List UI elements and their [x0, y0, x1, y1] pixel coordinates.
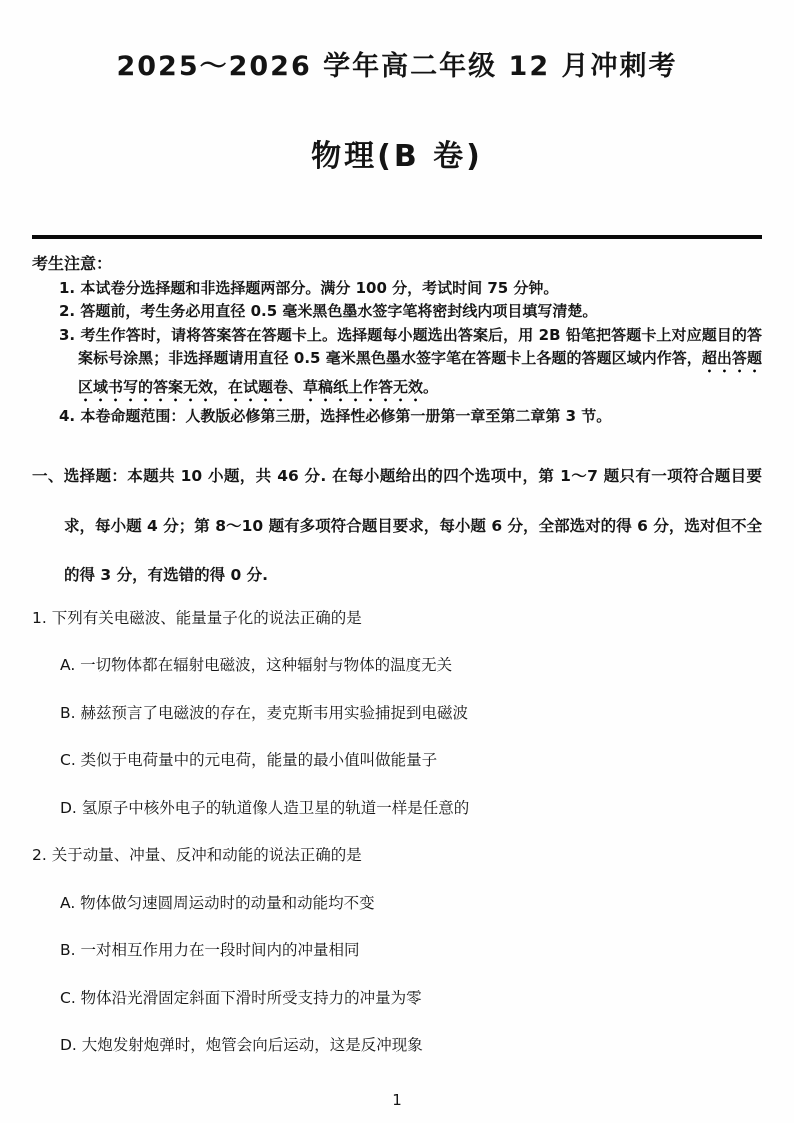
question-2-option-c: C. 物体沿光滑固定斜面下滑时所受支持力的冲量为零 — [60, 988, 422, 1007]
question-1-option-c: C. 类似于电荷量中的元电荷，能量的最小值叫做能量子 — [60, 751, 438, 770]
notice-item-1-text: 1. 本试卷分选择题和非选择题两部分。满分 100 分，考试时间 75 分钟。 — [59, 279, 559, 297]
question-1-option-b: B. 赫兹预言了电磁波的存在，麦克斯韦用实验捕捉到电磁波 — [60, 703, 468, 722]
question-2-option-d: D. 大炮发射炮弹时，炮管会向后运动，这是反冲现象 — [60, 1036, 423, 1054]
question-2-option-a: A. 物体做匀速圆周运动时的动量和动能均不变 — [60, 893, 375, 912]
divider-rule — [32, 235, 762, 239]
question-2-option-b: B. 一对相互作用力在一段时间内的冲量相同 — [60, 941, 360, 960]
notice-item-2 — [59, 300, 762, 323]
exam-subtitle: 物理(B 卷) — [311, 139, 483, 174]
question-1-option-a: A. 一切物体都在辐射电磁波，这种辐射与物体的温度无关 — [60, 656, 453, 675]
question-1-option-d: D. 氢原子中核外电子的轨道像人造卫星的轨道一样是任意的 — [60, 798, 470, 817]
exam-title: 2025～2026 学年高二年级 12 月冲刺考 — [116, 51, 678, 82]
notice-item-2-text: 2. 答题前，考生务必用直径 0.5 毫米黑色墨水签字笔将密封线内项目填写清楚。 — [59, 302, 598, 321]
notice-item-4 — [59, 405, 762, 428]
notice-item-4-text: 4. 本卷命题范围：人教版必修第三册，选择性必修第一册第一章至第二章第 3 节。 — [59, 406, 612, 425]
question-1-stem: 1. 下列有关电磁波、能量量子化的说法正确的是 — [32, 608, 362, 627]
notice-item-3-text: 3. 考生作答时，请将答案答在答题卡上。选择题每小题选出答案后，用 2B 铅笔把答题卡上对应题目的答案标号涂黑；非选择题请用直径 0.5 毫米黑色墨水签字笔在答题卡上各题的答题区域内作答， — [59, 325, 762, 367]
notice-item-3 — [59, 324, 762, 405]
notice-item-1 — [59, 277, 762, 300]
question-2-stem: 2. 关于动量、冲量、反冲和动能的说法正确的是 — [32, 846, 362, 865]
notice-item-3-emphasis: 超出答题区域书写的答案无效，在试题卷、草稿纸上作答无效。 — [78, 348, 762, 396]
notice-heading: 考生注意： — [32, 254, 113, 273]
page-number: 1 — [392, 1091, 402, 1109]
question-2 — [32, 844, 762, 1056]
notice-section — [32, 251, 762, 428]
section-heading-choice-questions: 一、选择题：本题共 10 小题，共 46 分. 在每小题给出的四个选项中，第 1～7 题只有一项符合题目要求，每小题 4 分；第 8～10 题有多项符合题目要求，每小题 6 分，全部选对的得 6 分，选对但不全的得 3 分，有选错的得 0 分. — [32, 467, 762, 585]
question-1 — [32, 607, 762, 819]
